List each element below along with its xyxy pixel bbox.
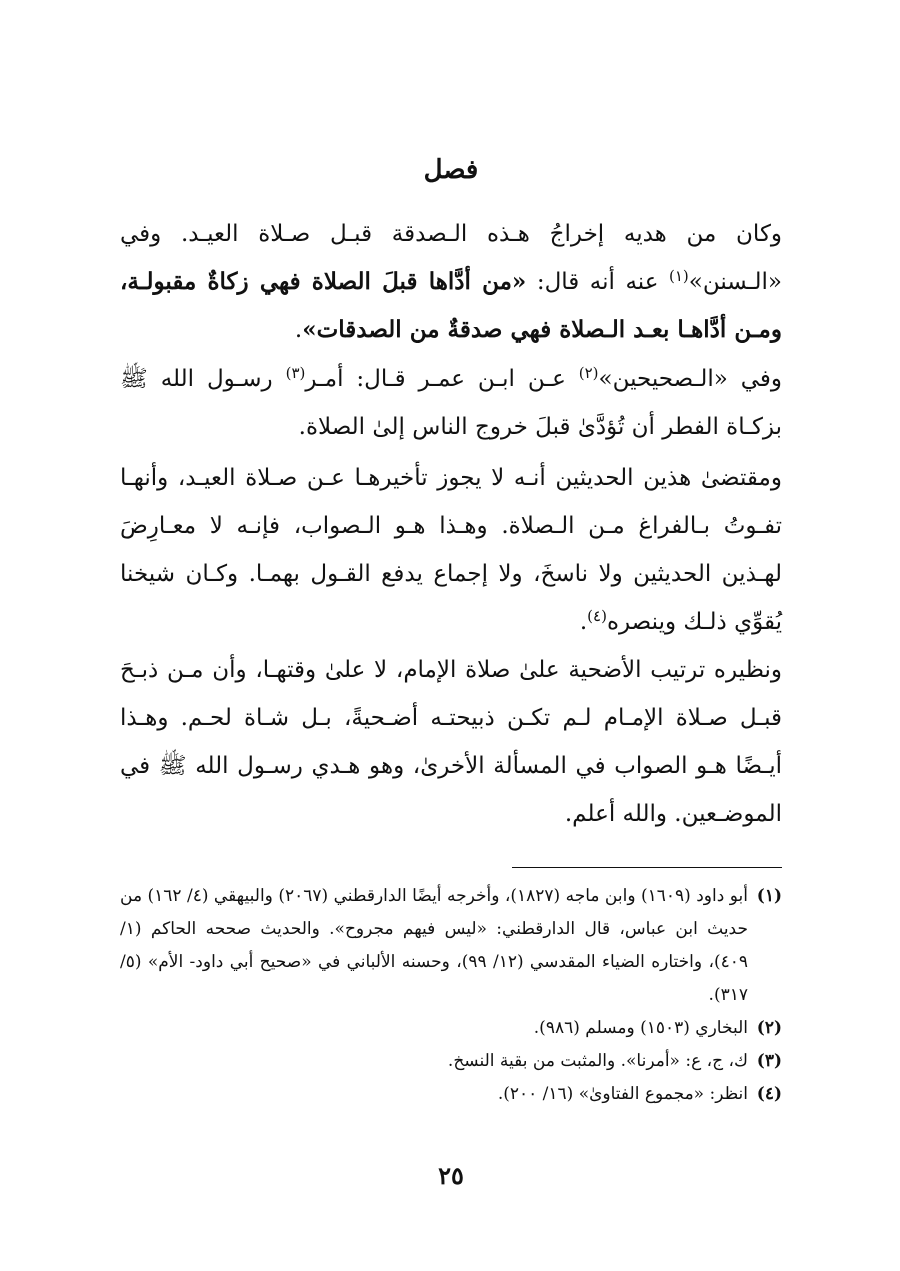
paragraph-4-text: ونظيره ترتيب الأضحية علىٰ صلاة الإمام، لا علىٰ وقتهـا، وأن مـن ذبـحَ قبـل صـلاة الإمـام لـم تكـن ذبيحتـه أضـحيةً، بـل شـاة لحـم. وهـذا أيـضًا هـو الصواب في المسألة الأخرىٰ، وهو هـدي رسـول الله ﷺ في الموضـعين. والله أعلم.: [120, 657, 782, 827]
footnote-number: (٣): [756, 1051, 782, 1071]
hadith-quote: «من أدَّاها قبلَ الصلاة فهي زكاةٌ مقبولـة، ومـن أدَّاهـا بعـد الـصلاة فهي صدقةٌ من الصدقات»: [120, 268, 782, 343]
footnote-number: (٤): [756, 1084, 782, 1104]
footnote-ref-2[interactable]: (٢): [578, 364, 599, 382]
paragraph-3: [120, 454, 782, 646]
footnote-text: أبو داود (١٦٠٩) وابن ماجه (١٨٢٧)، وأخرجه أيضًا الدارقطني (٢٠٦٧) والبيهقي (٤/ ١٦٢) من حديث ابن عباس، قال الدارقطني: «ليس فيهم مجروح». والحديث صححه الحاكم (١/ ٤٠٩)، واختاره الضياء المقدسي (١٢/ ٩٩)، وحسنه الألباني في «صحيح أبي داود- الأم» (٥/ ٣١٧).: [120, 886, 748, 1005]
section-heading: فصل: [423, 155, 479, 185]
page-number: ٢٥: [438, 1161, 464, 1190]
paragraph-1: [120, 210, 782, 354]
paragraph-3-text-a: ومقتضىٰ هذين الحديثين أنـه لا يجوز تأخيرهـا عـن صـلاة العيـد، وأنهـا تفـوتُ بـالفراغ مـن الـصلاة. وهـذا هـو الـصواب، فإنـه لا معـارِضَ لهـذين الحديثين ولا ناسخَ، ولا إجماع يدفع القـول بهمـا. وكـان شيخنا يُقوِّي ذلـك وينصره: [120, 465, 782, 635]
paragraph-2-text-b: عـن ابـن عمـر قـال: أمـر: [305, 366, 579, 392]
footnote-text: انظر: «مجموع الفتاوىٰ» (١٦/ ٢٠٠).: [497, 1084, 748, 1104]
footnote-divider: [512, 867, 782, 868]
footnote-ref-3[interactable]: (٣): [285, 364, 306, 382]
paragraph-2-text-c: رسـول الله ﷺ بزكـاة الفطر أن تُؤدَّىٰ قبلَ خروج الناس إلىٰ الصلاة.: [120, 366, 782, 440]
paragraph-2: [120, 355, 782, 451]
footnote-number: (٢): [756, 1018, 782, 1038]
footnote-text: البخاري (١٥٠٣) ومسلم (٩٨٦).: [533, 1018, 748, 1038]
footnote-ref-1[interactable]: (١): [668, 267, 689, 285]
footnote-3: [120, 1045, 782, 1078]
book-page: [120, 0, 782, 1271]
footnote-1: [120, 880, 782, 1012]
footnote-text: ك، ج، ع: «أمرنا». والمثبت من بقية النسخ.: [447, 1051, 748, 1071]
paragraph-3-text-b: .: [579, 609, 588, 635]
footnote-ref-4[interactable]: (٤): [587, 607, 607, 625]
paragraph-2-text-a: وفي «الـصحيحين»: [598, 366, 782, 392]
paragraph-1-text-b: عنه أنه قال:: [526, 269, 669, 295]
paragraph-1-text-c: .: [294, 317, 303, 343]
footnote-number: (١): [756, 886, 782, 906]
footnote-2: [120, 1012, 782, 1045]
footnotes: [120, 880, 782, 1111]
footnote-4: [120, 1078, 782, 1111]
paragraph-1-text-a: وكان من هديه إخراجُ هـذه الـصدقة قبـل صـلاة العيـد. وفي «الـسنن»: [120, 221, 782, 295]
paragraph-4: [120, 646, 782, 838]
